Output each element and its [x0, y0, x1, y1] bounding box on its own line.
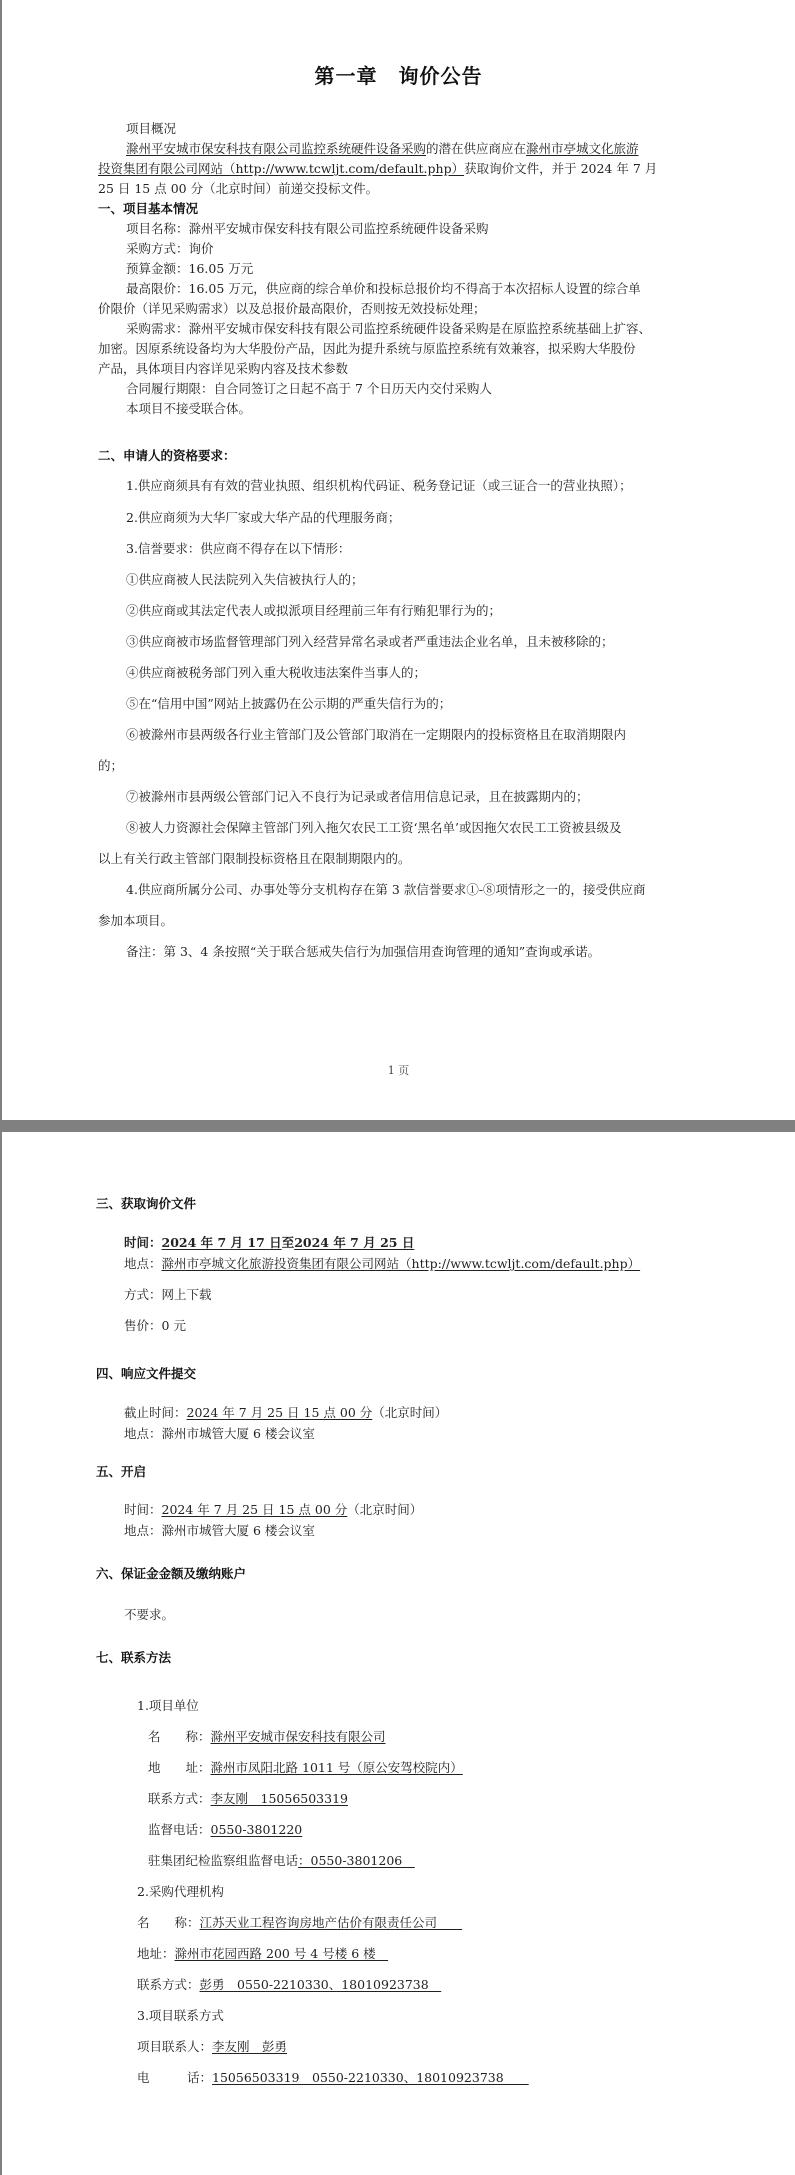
obtain-method — [124, 1287, 212, 1302]
submission-deadline — [124, 1405, 447, 1420]
page-separator — [0, 1120, 795, 1132]
unit-name — [148, 1729, 386, 1744]
submission-place: 地点：滁州市城管大厦 6 楼会议室 — [124, 1426, 315, 1441]
overview-line-2 — [98, 161, 657, 176]
project-contact-phone-value: 15056503319 0550-2210330、18010923738 — [212, 2070, 529, 2085]
project-contact-phone — [137, 2070, 529, 2085]
agency-title: 2.采购代理机构 — [137, 1884, 224, 1899]
obtain-time-to: 至 — [281, 1235, 295, 1250]
condition-3: ③供应商被市场监督管理部门列入经营异常名录或者严重违法企业名单，且未被移除的； — [126, 634, 614, 649]
max-price-line-2: 价限价（详见采购需求）以及总报价最高限价，否则按无效投标处理； — [98, 301, 486, 316]
qualification-item-4-line-1: 4.供应商所属分公司、办事处等分支机构存在第 3 款信誉要求①-⑧项情形之一的，接受供应商 — [126, 882, 646, 897]
project-contact-person-value: 李友刚 彭勇 — [212, 2039, 288, 2054]
agency-address-label: 地址： — [137, 1946, 175, 1961]
qualification-item-3: 3.信誉要求：供应商不得存在以下情形： — [126, 541, 351, 556]
supervise-phone-value: 0550-3801220 — [210, 1822, 303, 1837]
agency-address — [137, 1946, 388, 1961]
project-contact-person-label: 项目联系人： — [137, 2039, 213, 2054]
agency-contact-label: 联系方式： — [137, 1977, 200, 1992]
opening-place: 地点：滁州市城管大厦 6 楼会议室 — [124, 1523, 315, 1538]
unit-contact-label: 联系方式： — [148, 1791, 211, 1806]
deadline-value: 2024 年 7 月 25 日 15 点 00 分 — [186, 1405, 373, 1420]
opening-timezone: （北京时间） — [347, 1502, 423, 1517]
section2-heading: 二、申请人的资格要求： — [98, 448, 236, 463]
obtain-method-value: 网上下载 — [161, 1287, 212, 1302]
condition-4: ④供应商被税务部门列入重大税收违法案件当事人的； — [126, 665, 427, 680]
obtain-time — [124, 1235, 414, 1250]
condition-8-line-2: 以上有关行政主管部门限制投标资格且在限制期限内的。 — [98, 851, 411, 866]
contract-period: 合同履行期限：自合同签订之日起不高于 7 个日历天内交付采购人 — [126, 381, 492, 396]
agency-contact-value: 彭勇 0550-2210330、18010923738 — [199, 1977, 442, 1992]
deposit-text: 不要求。 — [124, 1607, 175, 1622]
condition-7: ⑦被滁州市县两级公管部门记入不良行为记录或者信用信息记录，且在披露期内的； — [126, 789, 589, 804]
obtain-time-label: 时间： — [124, 1235, 162, 1250]
page-title: 第一章 询价公告 — [314, 64, 483, 88]
demand-line-2: 加密。因原系统设备均为大华股份产品，因此为提升系统与原监控系统有效兼容，拟采购大华股份 — [98, 341, 636, 356]
agency-address-value: 滁州市花园西路 200 号 4 号楼 6 楼 — [174, 1946, 389, 1961]
unit-supervise-phone — [148, 1822, 302, 1837]
section1-heading: 一、项目基本情况 — [98, 201, 199, 216]
unit-address — [148, 1760, 463, 1775]
obtain-place — [124, 1256, 640, 1271]
site-link: 滁州市亭城文化旅游 — [526, 141, 639, 156]
condition-6-line-2: 的； — [98, 758, 124, 773]
overview-line-3: 25 日 15 点 00 分（北京时间）前递交投标文件。 — [98, 181, 379, 196]
no-consortium: 本项目不接受联合体。 — [126, 401, 252, 416]
budget-amount: 预算金额：16.05 万元 — [126, 261, 254, 276]
agency-contact — [137, 1977, 441, 1992]
procurement-method: 采购方式：询价 — [126, 241, 214, 256]
unit-contact-value: 李友刚 15056503319 — [210, 1791, 348, 1806]
unit-contact — [148, 1791, 348, 1806]
condition-6-line-1: ⑥被滁州市县两级各行业主管部门及公管部门取消在一定期限内的投标资格且在取消期限内 — [126, 727, 627, 742]
supervise-phone-label: 监督电话： — [148, 1822, 211, 1837]
discipline-phone — [148, 1853, 415, 1868]
project-contact-phone-label: 电 话： — [137, 2070, 213, 2085]
agency-name-label: 名 称： — [137, 1915, 200, 1930]
deadline-timezone: （北京时间） — [372, 1405, 448, 1420]
unit-name-label: 名 称： — [148, 1729, 211, 1744]
section4-heading: 四、响应文件提交 — [96, 1366, 197, 1381]
unit-name-value: 滁州平安城市保安科技有限公司 — [210, 1729, 386, 1744]
agency-name-value: 江苏天业工程咨询房地产估价有限责任公司 — [199, 1915, 463, 1930]
condition-5: ⑤在“信用中国”网站上披露仍在公示期的严重失信行为的； — [126, 696, 452, 711]
site-url-link: 投资集团有限公司网站（http://www.tcwljt.com/default.php） — [98, 161, 465, 176]
project-name-link: 滁州平安城市保安科技有限公司监控系统硬件设备采购 — [126, 141, 427, 156]
overview-text: 获取询价文件，并于 2024 年 7 月 — [464, 161, 658, 176]
page-number: 1 页 — [387, 1064, 410, 1077]
demand-line-3: 产品，具体项目内容详见采购内容及技术参数 — [98, 361, 349, 376]
demand-line-1: 采购需求：滁州平安城市保安科技有限公司监控系统硬件设备采购是在原监控系统基础上扩容、 — [126, 321, 652, 336]
unit-title: 1.项目单位 — [137, 1698, 199, 1713]
obtain-time-end: 2024 年 7 月 25 日 — [294, 1235, 415, 1250]
obtain-time-start: 2024 年 7 月 17 日 — [161, 1235, 282, 1250]
overview-text: 的潜在供应商应在 — [426, 141, 527, 156]
deadline-label: 截止时间： — [124, 1405, 187, 1420]
condition-2: ②供应商或其法定代表人或拟派项目经理前三年有行贿犯罪行为的； — [126, 603, 502, 618]
overview-line-1 — [126, 141, 639, 156]
project-contact-title: 3.项目联系方式 — [137, 2008, 224, 2023]
overview-label: 项目概况 — [126, 121, 177, 136]
project-name: 项目名称：滁州平安城市保安科技有限公司监控系统硬件设备采购 — [126, 221, 489, 236]
obtain-place-link: 滁州市亭城文化旅游投资集团有限公司网站（http://www.tcwljt.com/default.php） — [161, 1256, 641, 1271]
obtain-place-label: 地点： — [124, 1256, 162, 1271]
qualification-item-2: 2.供应商须为大华厂家或大华产品的代理服务商； — [126, 510, 401, 525]
opening-time-value: 2024 年 7 月 25 日 15 点 00 分 — [161, 1502, 348, 1517]
discipline-phone-label: 驻集团纪检监察组监督电话 — [148, 1853, 299, 1868]
section6-heading: 六、保证金金额及缴纳账户 — [96, 1566, 247, 1581]
section3-heading: 三、获取询价文件 — [96, 1196, 197, 1211]
condition-8-line-1: ⑧被人力资源社会保障主管部门列入拖欠农民工工资‘黑名单’或因拖欠农民工工资被县级及 — [126, 820, 622, 835]
opening-time — [124, 1502, 422, 1517]
unit-address-label: 地 址： — [148, 1760, 211, 1775]
opening-time-label: 时间： — [124, 1502, 162, 1517]
qualification-note: 备注：第 3、4 条按照“关于联合惩戒失信行为加强信用查询管理的通知”查询或承诺。 — [126, 944, 601, 959]
discipline-phone-value: ：0550-3801206 — [298, 1853, 415, 1868]
agency-name — [137, 1915, 462, 1930]
max-price-line-1: 最高限价：16.05 万元，供应商的综合单价和投标总报价均不得高于本次招标人设置的综合单 — [126, 281, 641, 296]
project-contact-person — [137, 2039, 287, 2054]
unit-address-value: 滁州市凤阳北路 1011 号（原公安驾校院内） — [210, 1760, 463, 1775]
section7-heading: 七、联系方法 — [96, 1650, 172, 1665]
obtain-price — [124, 1318, 186, 1333]
obtain-price-label: 售价： — [124, 1318, 162, 1333]
condition-1: ①供应商被人民法院列入失信被执行人的； — [126, 572, 364, 587]
section5-heading: 五、开启 — [96, 1464, 147, 1479]
obtain-price-value: 0 元 — [161, 1318, 186, 1333]
obtain-method-label: 方式： — [124, 1287, 162, 1302]
qualification-item-4-line-2: 参加本项目。 — [98, 913, 174, 928]
qualification-item-1: 1.供应商须具有有效的营业执照、组织机构代码证、税务登记证（或三证合一的营业执照）； — [126, 478, 632, 493]
